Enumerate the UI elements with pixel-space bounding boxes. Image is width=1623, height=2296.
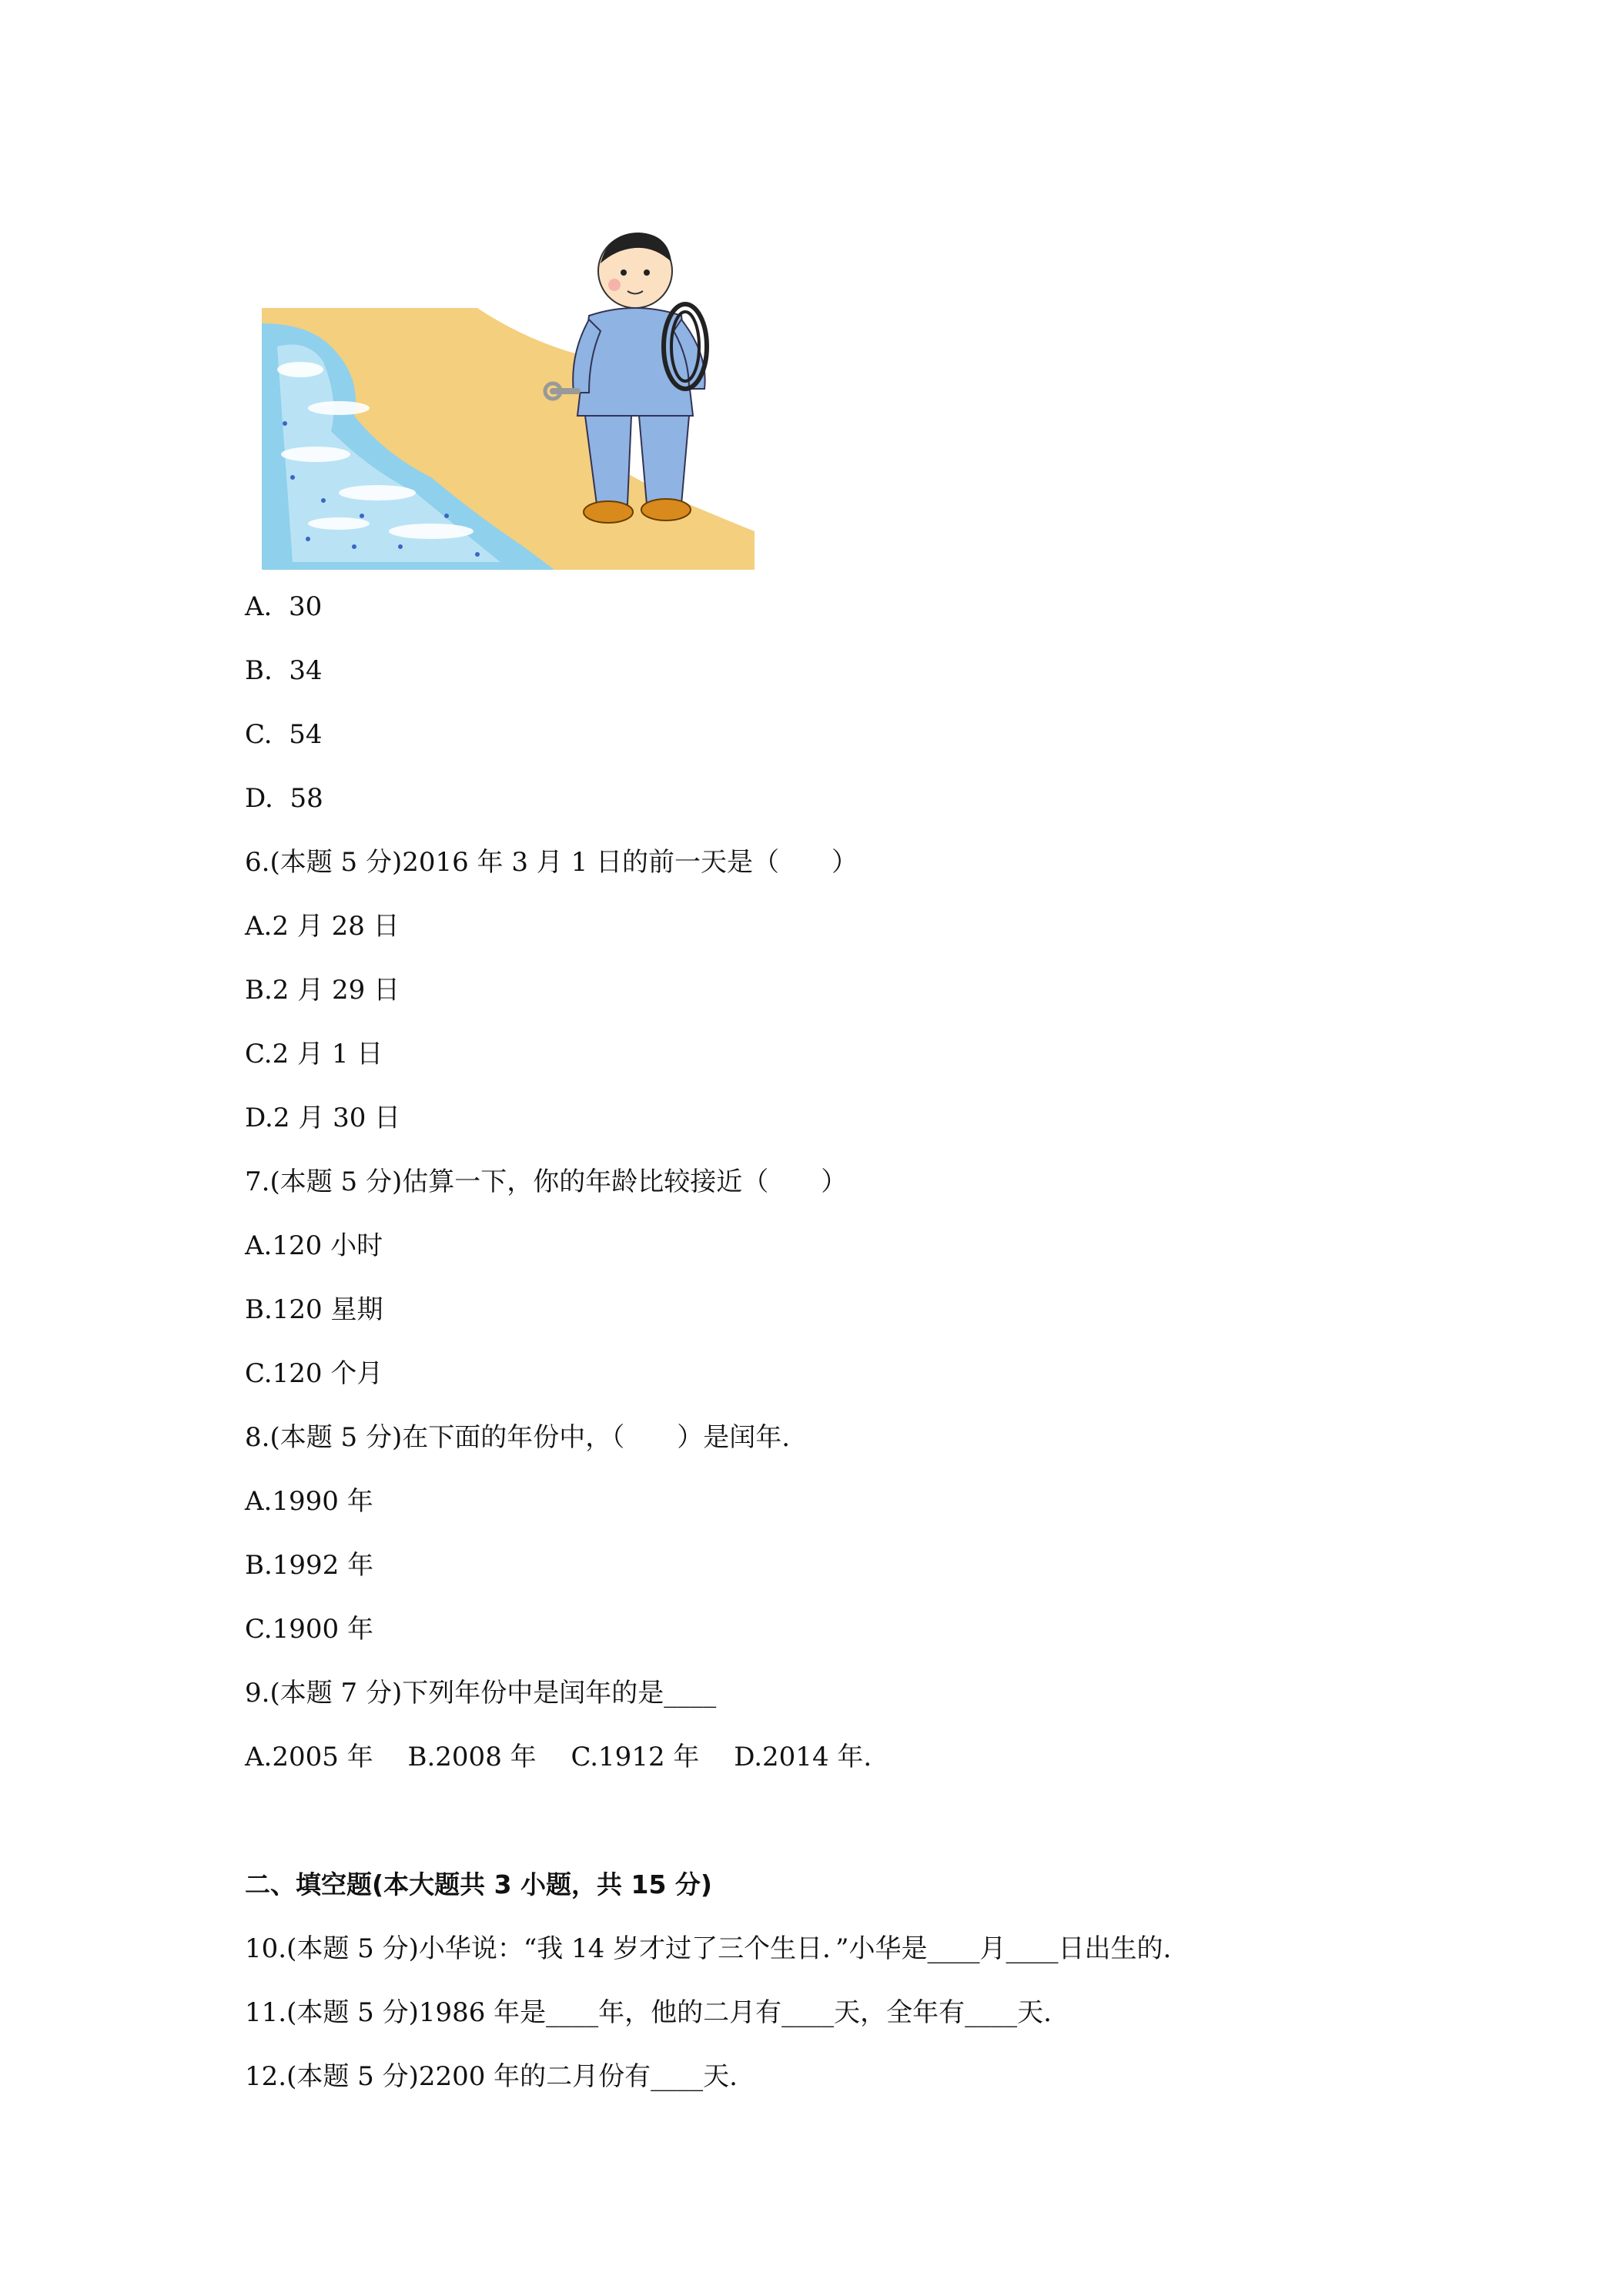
- worker-at-seashore-illustration: [246, 223, 762, 570]
- q6-stem: 6.(本题 5 分)2016 年 3 月 1 日的前一天是（ ）: [245, 847, 858, 878]
- q5-option-b: B. 34: [245, 655, 323, 686]
- q7-option-b: B.120 星期: [245, 1294, 383, 1325]
- q6-option-d: D.2 月 30 日: [245, 1103, 401, 1133]
- q9-stem: 9.(本题 7 分)下列年份中是闰年的是____: [245, 1678, 717, 1709]
- q8-option-c: C.1900 年: [245, 1614, 373, 1645]
- q8-option-b: B.1992 年: [245, 1550, 374, 1581]
- q8-option-a: A.1990 年: [245, 1486, 373, 1517]
- q6-option-a: A.2 月 28 日: [245, 911, 400, 942]
- q10-stem: 10.(本题 5 分)小华说：“我 14 岁才过了三个生日．”小华是____月____日出生的.: [245, 1933, 1172, 1964]
- q8-stem: 8.(本题 5 分)在下面的年份中，（ ）是闰年.: [245, 1422, 791, 1453]
- section2-heading: 二、填空题(本大题共 3 小题，共 15 分): [245, 1869, 713, 1899]
- q11-stem: 11.(本题 5 分)1986 年是____年，他的二月有____天，全年有____天.: [245, 1997, 1052, 2028]
- q12-stem: 12.(本题 5 分)2200 年的二月份有____天.: [245, 2061, 738, 2092]
- q9-options: A.2005 年 B.2008 年 C.1912 年 D.2014 年.: [245, 1742, 872, 1772]
- q5-option-d: D. 58: [245, 783, 323, 814]
- q7-option-a: A.120 小时: [245, 1230, 383, 1261]
- q6-option-b: B.2 月 29 日: [245, 975, 400, 1006]
- q6-option-c: C.2 月 1 日: [245, 1039, 383, 1069]
- q5-option-a: A. 30: [245, 591, 323, 622]
- q7-option-c: C.120 个月: [245, 1358, 383, 1389]
- q5-option-c: C. 54: [245, 719, 323, 750]
- q7-stem: 7.(本题 5 分)估算一下，你的年龄比较接近（ ）: [245, 1166, 848, 1197]
